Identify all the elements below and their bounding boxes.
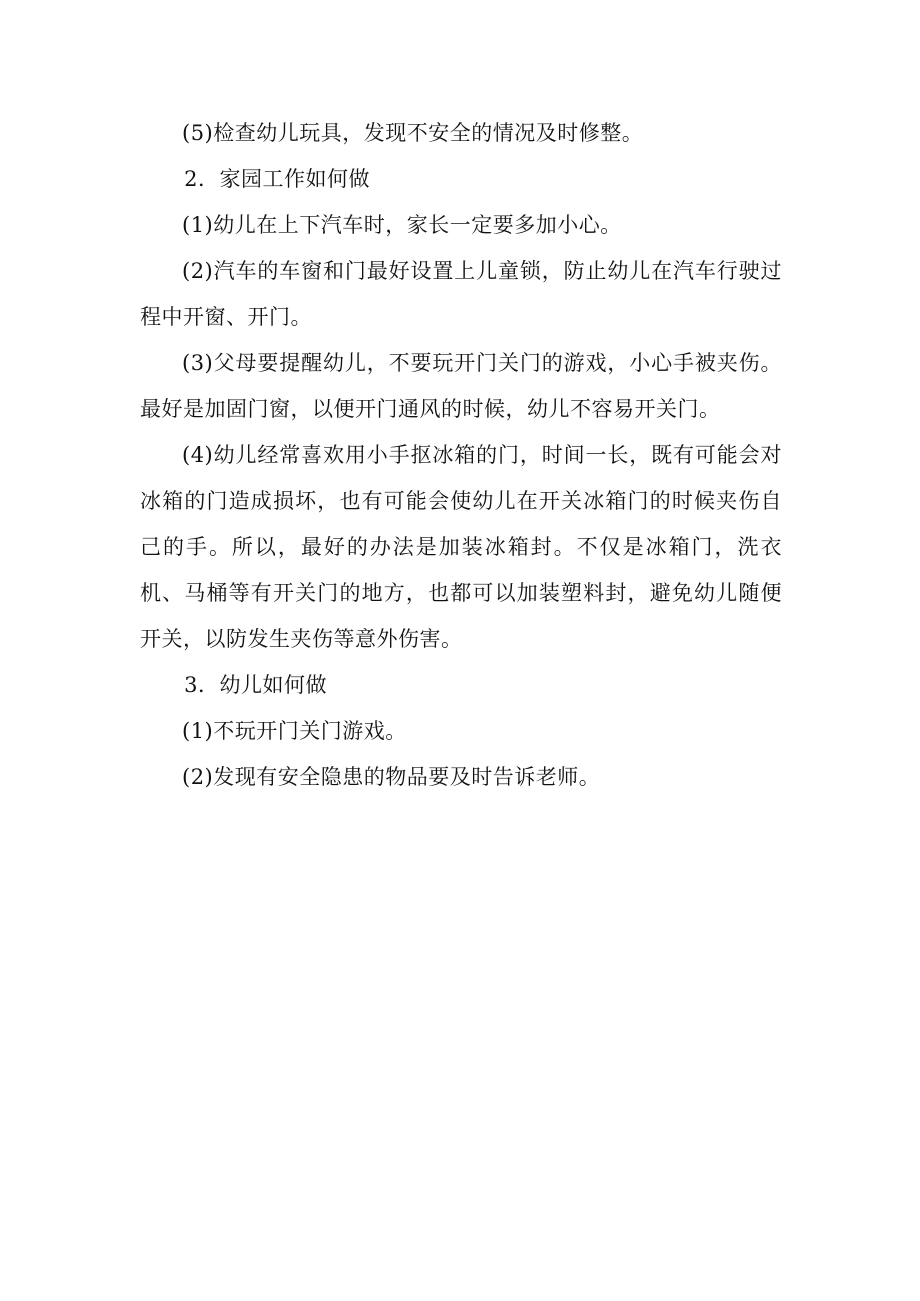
section-heading-home-school: 2．家园工作如何做: [184, 167, 370, 191]
list-item-tell-teacher: (2)发现有安全隐患的物品要及时告诉老师。: [182, 765, 601, 789]
list-item-check-toys: (5)检查幼儿玩具，发现不安全的情况及时修整。: [182, 121, 644, 145]
list-item-car-boarding: (1)幼儿在上下汽车时，家长一定要多加小心。: [182, 213, 622, 237]
list-item-fridge-seal: (4)幼儿经常喜欢用小手抠冰箱的门，时间一长，既有可能会对冰箱的门造成损坏，也有可能会使幼儿在开关冰箱门的时候夹伤自己的手。所以，最好的办法是加装冰箱封。不仅是冰箱门，洗衣机、马桶等有开关门的地方，也都可以加装塑料封，避免幼儿随便开关，以防发生夹伤等意外伤害。: [140, 443, 782, 651]
list-item-door-game: (3)父母要提醒幼儿，不要玩开门关门的游戏，小心手被夹伤。最好是加固门窗，以便开门通风的时候，幼儿不容易开关门。: [140, 351, 782, 421]
document-body: [140, 110, 782, 800]
list-item-no-door-game: (1)不玩开门关门游戏。: [182, 719, 407, 743]
section-heading-children: 3．幼儿如何做: [184, 673, 327, 697]
list-item-child-lock: (2)汽车的车窗和门最好设置上儿童锁，防止幼儿在汽车行驶过程中开窗、开门。: [140, 259, 782, 329]
